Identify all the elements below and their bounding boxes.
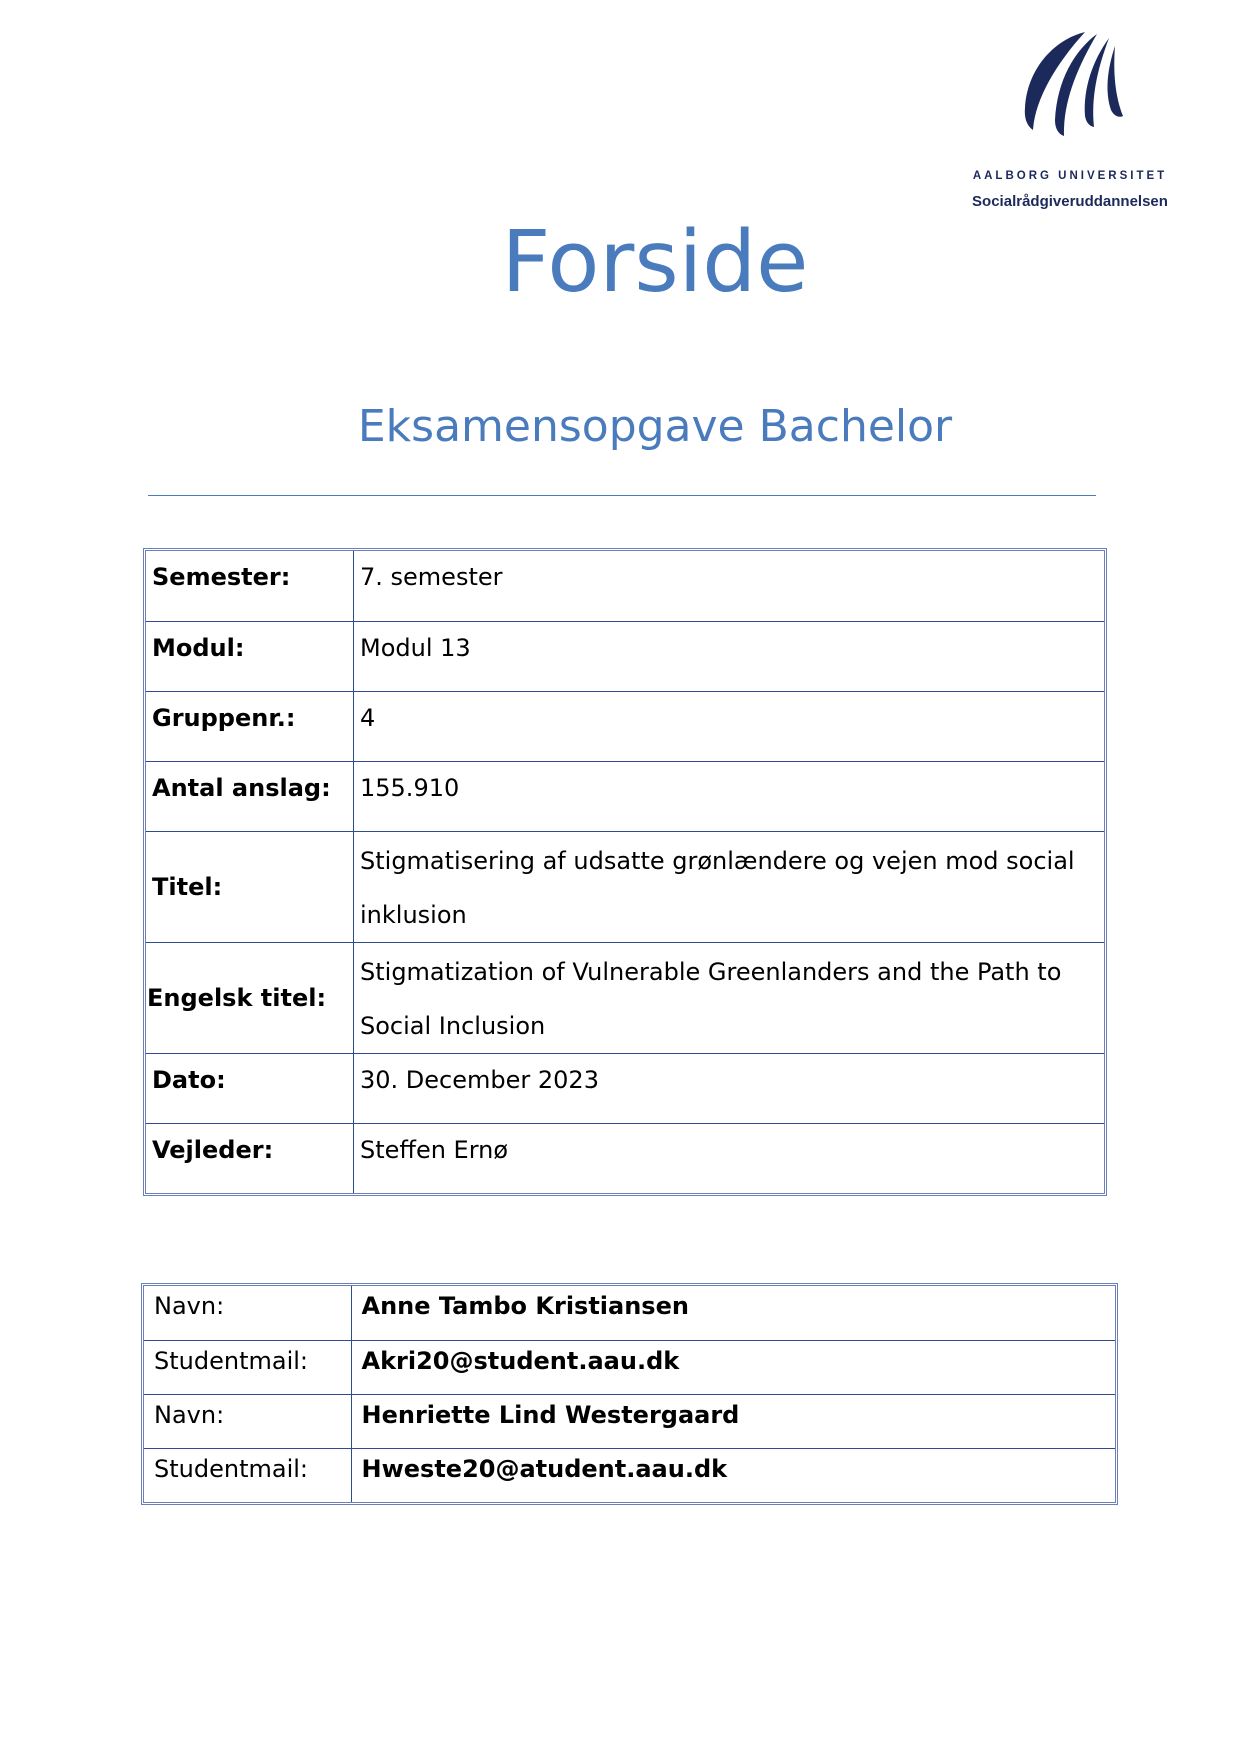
page-subtitle: Eksamensopgave Bachelor (357, 401, 953, 452)
department-name: Socialrådgiveruddannelsen (972, 193, 1168, 210)
university-logo (960, 30, 1180, 215)
table-row (146, 761, 1104, 831)
row-label: Modul: (146, 621, 354, 691)
student-label: Navn: (144, 1394, 351, 1448)
student-label: Studentmail: (144, 1340, 351, 1394)
row-value: 4 (354, 691, 1105, 761)
table-row (146, 1123, 1104, 1193)
row-label: Antal anslag: (146, 761, 354, 831)
student-value: Henriette Lind Westergaard (351, 1394, 1115, 1448)
row-value: 155.910 (354, 761, 1105, 831)
student-label: Navn: (144, 1286, 351, 1340)
table-row (144, 1286, 1115, 1340)
exam-info-table (143, 548, 1107, 1196)
row-value: 7. semester (354, 551, 1105, 621)
table-row (146, 831, 1104, 942)
row-value: Stigmatization of Vulnerable Greenlanders and the Path to Social Inclusion (354, 942, 1105, 1053)
student-email: Akri20@student.aau.dk (351, 1340, 1115, 1394)
table-row (146, 621, 1104, 691)
row-label: Dato: (146, 1053, 354, 1123)
table-row (144, 1340, 1115, 1394)
page-title: Forside (501, 213, 809, 312)
row-value: Stigmatisering af udsatte grønlændere og vejen mod social inklusion (354, 831, 1105, 942)
row-label: Vejleder: (146, 1123, 354, 1193)
row-value: Modul 13 (354, 621, 1105, 691)
row-value: 30. December 2023 (354, 1053, 1105, 1123)
students-table (141, 1283, 1118, 1505)
table-row (146, 942, 1104, 1053)
row-label: Titel: (146, 831, 354, 942)
table-row (146, 1053, 1104, 1123)
university-name: AALBORG UNIVERSITET (972, 170, 1168, 182)
row-label: Gruppenr.: (146, 691, 354, 761)
student-email: Hweste20@atudent.aau.dk (351, 1448, 1115, 1502)
student-value: Anne Tambo Kristiansen (351, 1286, 1115, 1340)
row-label: Engelsk titel: (146, 942, 354, 1053)
table-row (146, 691, 1104, 761)
table-row (144, 1448, 1115, 1502)
aau-logo-icon (1015, 30, 1125, 145)
table-row (146, 551, 1104, 621)
row-value: Steffen Ernø (354, 1123, 1105, 1193)
title-divider (148, 495, 1096, 496)
student-label: Studentmail: (144, 1448, 351, 1502)
row-label: Semester: (146, 551, 354, 621)
table-row (144, 1394, 1115, 1448)
